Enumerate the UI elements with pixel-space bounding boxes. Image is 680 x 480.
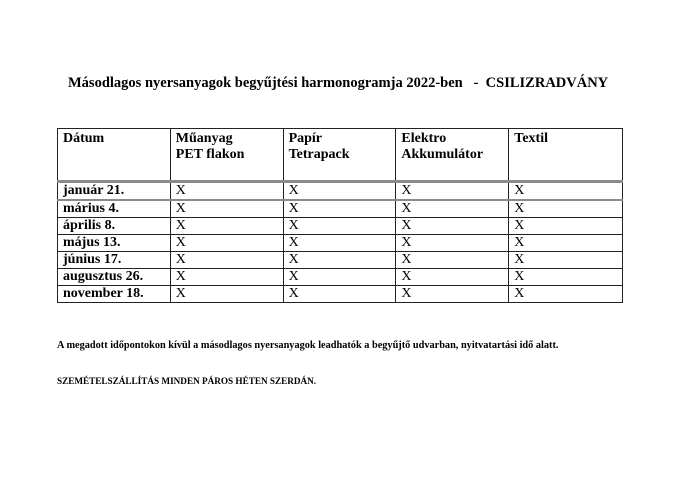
mark-cell: X xyxy=(396,200,509,218)
mark-cell: X xyxy=(509,200,623,218)
mark-cell: X xyxy=(170,200,283,218)
mark-cell: X xyxy=(396,235,509,252)
mark-cell: X xyxy=(396,252,509,269)
header-date-label: Dátum xyxy=(63,131,105,146)
mark-cell: X xyxy=(283,235,396,252)
mark-cell: X xyxy=(170,252,283,269)
header-paper-line2: Tetrapack xyxy=(288,147,350,162)
mark-cell: X xyxy=(509,218,623,235)
mark-cell: X xyxy=(396,286,509,303)
table-row xyxy=(58,200,623,218)
header-date xyxy=(58,129,171,182)
mark-cell: X xyxy=(509,286,623,303)
mark-cell: X xyxy=(509,235,623,252)
table-row xyxy=(58,252,623,269)
mark-cell: X xyxy=(509,252,623,269)
document-title: Másodlagos nyersanyagok begyűjtési harmonogramja 2022-ben - CSILIZRADVÁNY xyxy=(68,75,609,91)
mark-cell: X xyxy=(509,182,623,201)
mark-cell: X xyxy=(283,182,396,201)
header-plastic xyxy=(170,129,283,182)
collection-schedule-table xyxy=(57,128,623,303)
mark-cell: X xyxy=(283,269,396,286)
header-plastic-line2: PET flakon xyxy=(175,147,245,162)
mark-cell: X xyxy=(170,286,283,303)
date-cell: augusztus 26. xyxy=(58,269,171,286)
mark-cell: X xyxy=(509,269,623,286)
date-cell: január 21. xyxy=(58,182,171,201)
date-cell: április 8. xyxy=(58,218,171,235)
collection-note: A megadott időpontokon kívül a másodlagos nyersanyagok leadhatók a begyűjtő udvarban, nyitvatartási idő alatt. xyxy=(57,340,559,351)
header-electro-line1: Elektro xyxy=(401,131,447,146)
date-cell: május 13. xyxy=(58,235,171,252)
table-header-row xyxy=(58,129,623,182)
mark-cell: X xyxy=(283,286,396,303)
table-row xyxy=(58,269,623,286)
mark-cell: X xyxy=(283,252,396,269)
mark-cell: X xyxy=(170,182,283,201)
mark-cell: X xyxy=(396,269,509,286)
mark-cell: X xyxy=(170,235,283,252)
header-textile xyxy=(509,129,623,182)
header-paper-line1: Papír xyxy=(288,131,323,146)
mark-cell: X xyxy=(283,218,396,235)
header-textile-label: Textil xyxy=(514,131,548,146)
date-cell: márius 4. xyxy=(58,200,171,218)
header-plastic-line1: Műanyag xyxy=(175,131,233,146)
table-row xyxy=(58,218,623,235)
mark-cell: X xyxy=(170,218,283,235)
mark-cell: X xyxy=(170,269,283,286)
mark-cell: X xyxy=(283,200,396,218)
waste-collection-notice: SZEMÉTELSZÁLLÍTÁS MINDEN PÁROS HÉTEN SZERDÁN. xyxy=(57,376,317,386)
table-row xyxy=(58,286,623,303)
table-row xyxy=(58,182,623,201)
table-row xyxy=(58,235,623,252)
date-cell: november 18. xyxy=(58,286,171,303)
mark-cell: X xyxy=(396,218,509,235)
header-electro-line2: Akkumulátor xyxy=(401,147,484,162)
header-electro xyxy=(396,129,509,182)
mark-cell: X xyxy=(396,182,509,201)
header-paper xyxy=(283,129,396,182)
date-cell: június 17. xyxy=(58,252,171,269)
